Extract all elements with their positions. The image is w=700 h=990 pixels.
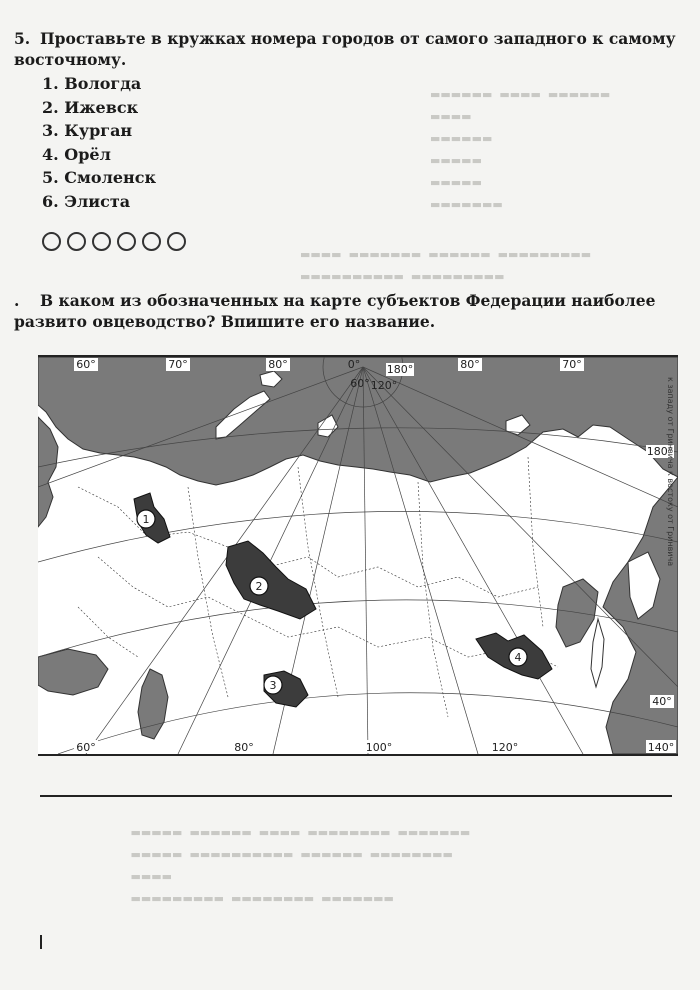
answer-circle-6[interactable] <box>167 232 186 251</box>
degree-label: 120° <box>370 379 398 392</box>
degree-label: 60° <box>76 741 96 754</box>
region-marker-4 <box>509 648 527 666</box>
question-6 <box>14 290 690 332</box>
degree-label: 80° <box>460 358 480 371</box>
degree-label: 80° <box>268 358 288 371</box>
answer-circle-3[interactable] <box>92 232 111 251</box>
city-item: 6. Элиста <box>42 191 131 211</box>
city-item: 1. Вологда <box>42 74 142 93</box>
region-marker-2 <box>250 577 268 595</box>
degree-label: 70° <box>562 358 582 371</box>
city-item: 2. Ижевск <box>42 97 139 117</box>
bleed-through-text: ▬▬▬▬▬▬ ▬▬▬▬ ▬▬▬▬▬▬ ▬▬▬▬ ▬▬▬▬▬▬ ▬▬▬▬▬ ▬▬▬▬▬ ▬▬▬▬▬▬▬ <box>430 88 611 211</box>
region-marker-3 <box>264 676 282 694</box>
answer-circle-2[interactable] <box>67 232 86 251</box>
question-5-number: 5. <box>14 29 31 48</box>
degree-label: 70° <box>168 358 188 371</box>
margin-mark <box>40 935 42 949</box>
question-6-number: . <box>14 291 20 310</box>
region-marker-1 <box>137 510 155 528</box>
city-list <box>42 72 156 213</box>
map-canvas <box>38 357 678 754</box>
answer-line <box>40 795 672 797</box>
answer-circle-1[interactable] <box>42 232 61 251</box>
city-item: 4. Орёл <box>42 144 111 164</box>
russia-map <box>38 355 678 756</box>
degree-label: 120° <box>491 741 519 754</box>
bleed-through-text-3: ▬▬▬▬▬ ▬▬▬▬▬▬ ▬▬▬▬ ▬▬▬▬▬▬▬▬ ▬▬▬▬▬▬▬ ▬▬▬▬▬ ▬▬▬▬▬▬▬▬▬▬ ▬▬▬▬▬▬ ▬▬▬▬▬▬▬▬ ▬▬▬▬ ▬▬▬▬▬▬▬▬▬ ▬▬▬▬▬▬▬▬ ▬▬▬▬▬▬▬ <box>130 826 471 905</box>
svg-text:1: 1 <box>142 513 150 526</box>
answer-circle-4[interactable] <box>117 232 136 251</box>
degree-label: 140° <box>647 741 675 754</box>
answer-circle-5[interactable] <box>142 232 161 251</box>
svg-text:2: 2 <box>255 580 263 593</box>
question-5-text: Проставьте в кружках номера городов от самого западного к самому восточному. <box>14 29 676 69</box>
degree-label: 80° <box>234 741 254 754</box>
degree-label: 60° <box>76 358 96 371</box>
question-5 <box>14 28 690 70</box>
degree-label: 40° <box>652 695 672 708</box>
question-6-answer-input[interactable] <box>40 770 676 796</box>
degree-label: 60° <box>350 377 370 390</box>
inner-degree-labels <box>350 377 397 392</box>
svg-text:3: 3 <box>269 679 277 692</box>
degree-label: 180° <box>386 363 414 376</box>
svg-text:4: 4 <box>514 651 522 664</box>
degree-label: 0° <box>347 358 361 371</box>
bleed-through-text-2: ▬▬▬▬ ▬▬▬▬▬▬▬ ▬▬▬▬▬▬ ▬▬▬▬▬▬▬▬▬ ▬▬▬▬▬▬▬▬▬▬ ▬▬▬▬▬▬▬▬▬ <box>300 248 592 283</box>
city-item: 5. Смоленск <box>42 168 157 187</box>
question-6-text: В каком из обозначенных на карте субъектов Федерации наиболее развито овцеводство? Впишите его название. <box>14 291 656 331</box>
degree-label: 100° <box>365 741 393 754</box>
degree-label: 180° <box>646 445 674 458</box>
answer-circles <box>42 232 186 251</box>
greenwich-note: к западу от Гринвича к востоку от Гринвича <box>666 377 675 567</box>
city-item: 3. Курган <box>42 121 133 140</box>
